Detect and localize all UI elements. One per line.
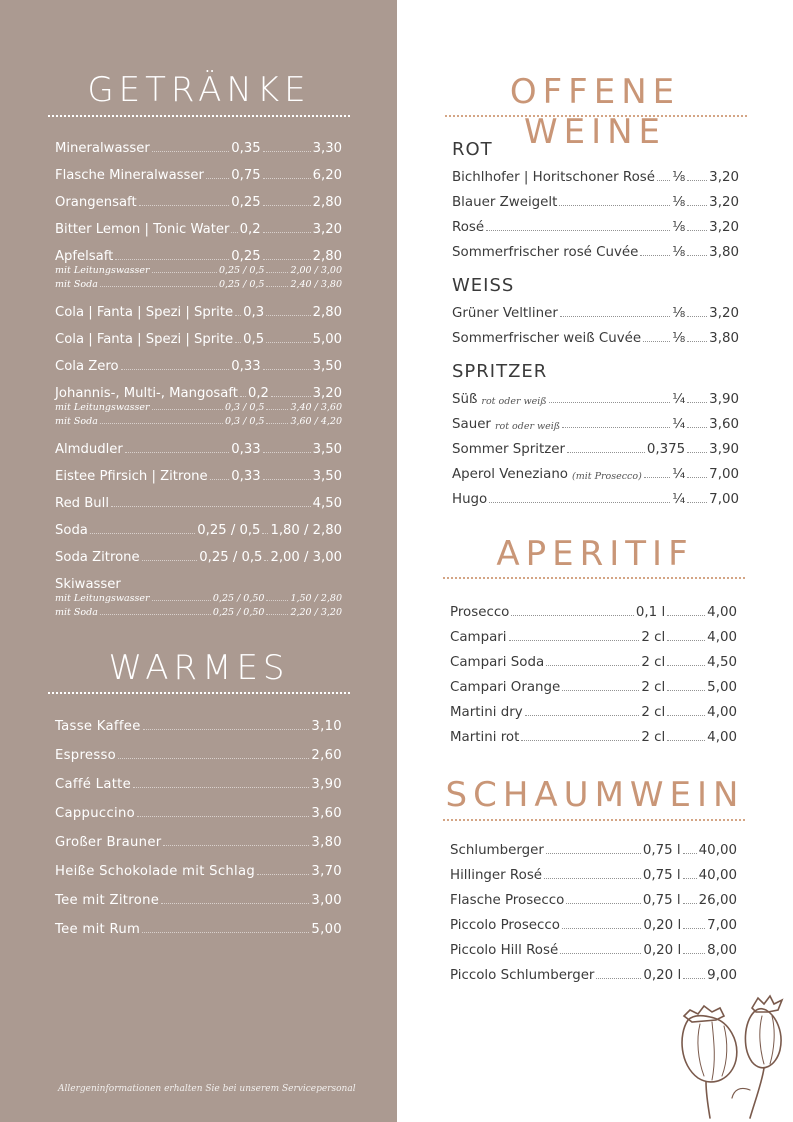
- poppy-illustration-icon: [670, 990, 788, 1120]
- menu-item: Almdudler 0,33 3,50: [55, 442, 342, 457]
- menu-item: Cola | Fanta | Spezi | Sprite 0,3 2,80: [55, 305, 342, 320]
- menu-item: Sommerfrischer weiß Cuvée ⅛ 3,80: [452, 331, 739, 346]
- allergen-footer: Allergeninformationen erhalten Sie bei unserem Servicepersonal: [58, 1084, 356, 1094]
- menu-item: Süß rot oder weiß ¼ 3,90: [452, 392, 739, 407]
- weine-heading: OFFENE WEINE: [509, 72, 681, 152]
- menu-item: Hillinger Rosé 0,75 l 40,00: [450, 868, 737, 883]
- getraenke-heading: GETRÄNKE: [87, 70, 311, 110]
- menu-item: Orangensaft 0,25 2,80: [55, 195, 342, 210]
- menu-item: Johannis-, Multi-, Mangosaft 0,2 3,20: [55, 386, 342, 401]
- menu-item: Soda 0,25 / 0,5 1,80 / 2,80: [55, 523, 342, 538]
- menu-item: Cola | Fanta | Spezi | Sprite 0,5 5,00: [55, 332, 342, 347]
- warmes-rule: [48, 692, 350, 694]
- menu-item: Sommerfrischer rosé Cuvée ⅛ 3,80: [452, 245, 739, 260]
- menu-item: Mineralwasser 0,35 3,30: [55, 141, 342, 156]
- menu-item: Sommer Spritzer 0,375 3,90: [452, 442, 739, 457]
- menu-item: Bitter Lemon | Tonic Water 0,2 3,20: [55, 222, 342, 237]
- menu-item: Bichlhofer | Horitschoner Rosé ⅛ 3,20: [452, 170, 739, 185]
- menu-subitem: mit Leitungswasser 0,25 / 0,50 1,50 / 2,80: [55, 593, 342, 604]
- menu-item: Apfelsaft 0,25 2,80: [55, 249, 342, 264]
- menu-subitem: mit Leitungswasser 0,3 / 0,5 3,40 / 3,60: [55, 402, 342, 413]
- menu-item: Caffé Latte 3,90: [55, 777, 342, 792]
- menu-item: Heiße Schokolade mit Schlag 3,70: [55, 864, 342, 879]
- menu-item: Flasche Prosecco 0,75 l 26,00: [450, 893, 737, 908]
- menu-item: Großer Brauner 3,80: [55, 835, 342, 850]
- menu-item: Eistee Pfirsich | Zitrone 0,33 3,50: [55, 469, 342, 484]
- menu-subitem: mit Soda 0,25 / 0,50 2,20 / 3,20: [55, 607, 342, 618]
- schaumwein-rule: [443, 819, 745, 821]
- menu-item: Martini rot 2 cl 4,00: [450, 730, 737, 745]
- warmes-heading: WARMES: [108, 648, 290, 688]
- menu-item: Campari Soda 2 cl 4,50: [450, 655, 737, 670]
- menu-item: Grüner Veltliner ⅛ 3,20: [452, 306, 739, 321]
- menu-item: Rosé ⅛ 3,20: [452, 220, 739, 235]
- category-rot: ROT: [452, 139, 493, 160]
- menu-item: Campari Orange 2 cl 5,00: [450, 680, 737, 695]
- menu-item: Cola Zero 0,33 3,50: [55, 359, 342, 374]
- menu-subitem: mit Soda 0,3 / 0,5 3,60 / 4,20: [55, 416, 342, 427]
- menu-item: Soda Zitrone 0,25 / 0,5 2,00 / 3,00: [55, 550, 342, 565]
- menu-item: Aperol Veneziano (mit Prosecco) ¼ 7,00: [452, 467, 739, 482]
- menu-item: Campari 2 cl 4,00: [450, 630, 737, 645]
- menu-item: Piccolo Schlumberger 0,20 l 9,00: [450, 968, 737, 983]
- aperitif-heading: APERITIF: [496, 534, 694, 574]
- menu-item: Cappuccino 3,60: [55, 806, 342, 821]
- menu-item: Sauer rot oder weiß ¼ 3,60: [452, 417, 739, 432]
- menu-item: Hugo ¼ 7,00: [452, 492, 739, 507]
- category-weiss: WEISS: [452, 275, 515, 296]
- menu-item: Piccolo Hill Rosé 0,20 l 8,00: [450, 943, 737, 958]
- menu-item: Red Bull 4,50: [55, 496, 342, 511]
- menu-subitem: mit Leitungswasser 0,25 / 0,5 2,00 / 3,00: [55, 265, 342, 276]
- getraenke-rule: [48, 115, 350, 117]
- menu-subitem: mit Soda 0,25 / 0,5 2,40 / 3,80: [55, 279, 342, 290]
- menu-item: Tee mit Rum 5,00: [55, 922, 342, 937]
- menu-item: Flasche Mineralwasser 0,75 6,20: [55, 168, 342, 183]
- menu-item: Tee mit Zitrone 3,00: [55, 893, 342, 908]
- schaumwein-heading: SCHAUMWEIN: [445, 775, 745, 815]
- menu-item: Blauer Zweigelt ⅛ 3,20: [452, 195, 739, 210]
- menu-item: Piccolo Prosecco 0,20 l 7,00: [450, 918, 737, 933]
- menu-item: Prosecco 0,1 l 4,00: [450, 605, 737, 620]
- aperitif-rule: [443, 577, 745, 579]
- menu-item: Martini dry 2 cl 4,00: [450, 705, 737, 720]
- menu-item: Espresso 2,60: [55, 748, 342, 763]
- category-spritzer: SPRITZER: [452, 361, 548, 382]
- menu-item: Tasse Kaffee 3,10: [55, 719, 342, 734]
- menu-item: Schlumberger 0,75 l 40,00: [450, 843, 737, 858]
- menu-item: Skiwasser: [55, 577, 121, 592]
- weine-rule: [445, 115, 747, 117]
